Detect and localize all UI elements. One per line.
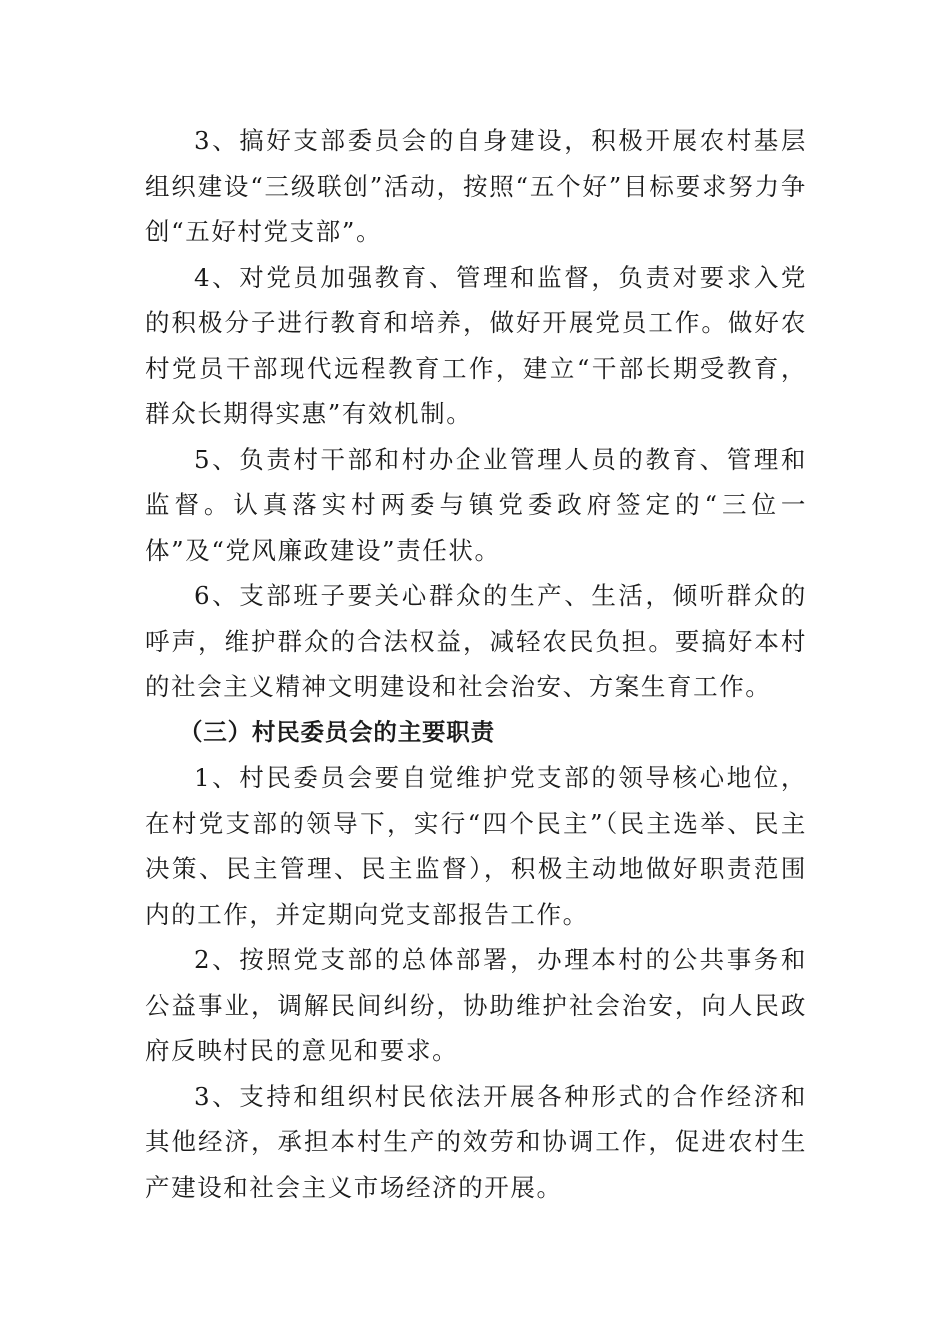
paragraph-villagers-committee-item-1: 1、村民委员会要自觉维护党支部的领导核心地位，在村党支部的领导下，实行“四个民主”（民主选举、民主决策、民主管理、民主监督），积极主动地做好职责范围内的工作，并定期向党支部报告工作。 bbox=[145, 763, 807, 929]
paragraph-party-branch-item-4: 4、对党员加强教育、管理和监督，负责对要求入党的积极分子进行教育和培养，做好开展党员工作。做好农村党员干部现代远程教育工作，建立“干部长期受教育，群众长期得实惠”有效机制。 bbox=[145, 262, 807, 428]
paragraph-party-branch-item-5: 5、负责村干部和村办企业管理人员的教育、管理和监督。认真落实村两委与镇党委政府签定的“三位一体”及“党风廉政建设”责任状。 bbox=[145, 444, 807, 565]
document-page bbox=[145, 118, 807, 1210]
paragraph-villagers-committee-item-3: 3、支持和组织村民依法开展各种形式的合作经济和其他经济，承担本村生产的效劳和协调工作，促进农村生产建设和社会主义市场经济的开展。 bbox=[145, 1081, 807, 1202]
section-heading-villagers-committee: （三）村民委员会的主要职责 bbox=[179, 717, 495, 746]
paragraph-party-branch-item-6: 6、支部班子要关心群众的生产、生活，倾听群众的呼声，维护群众的合法权益，减轻农民负担。要搞好本村的社会主义精神文明建设和社会治安、方案生育工作。 bbox=[145, 581, 807, 701]
paragraph-party-branch-item-3: 3、搞好支部委员会的自身建设，积极开展农村基层组织建设“三级联创”活动，按照“五个好”目标要求努力争创“五好村党支部”。 bbox=[145, 126, 807, 246]
paragraph-villagers-committee-item-2: 2、按照党支部的总体部署，办理本村的公共事务和公益事业，调解民间纠纷，协助维护社会治安，向人民政府反映村民的意见和要求。 bbox=[145, 945, 807, 1065]
